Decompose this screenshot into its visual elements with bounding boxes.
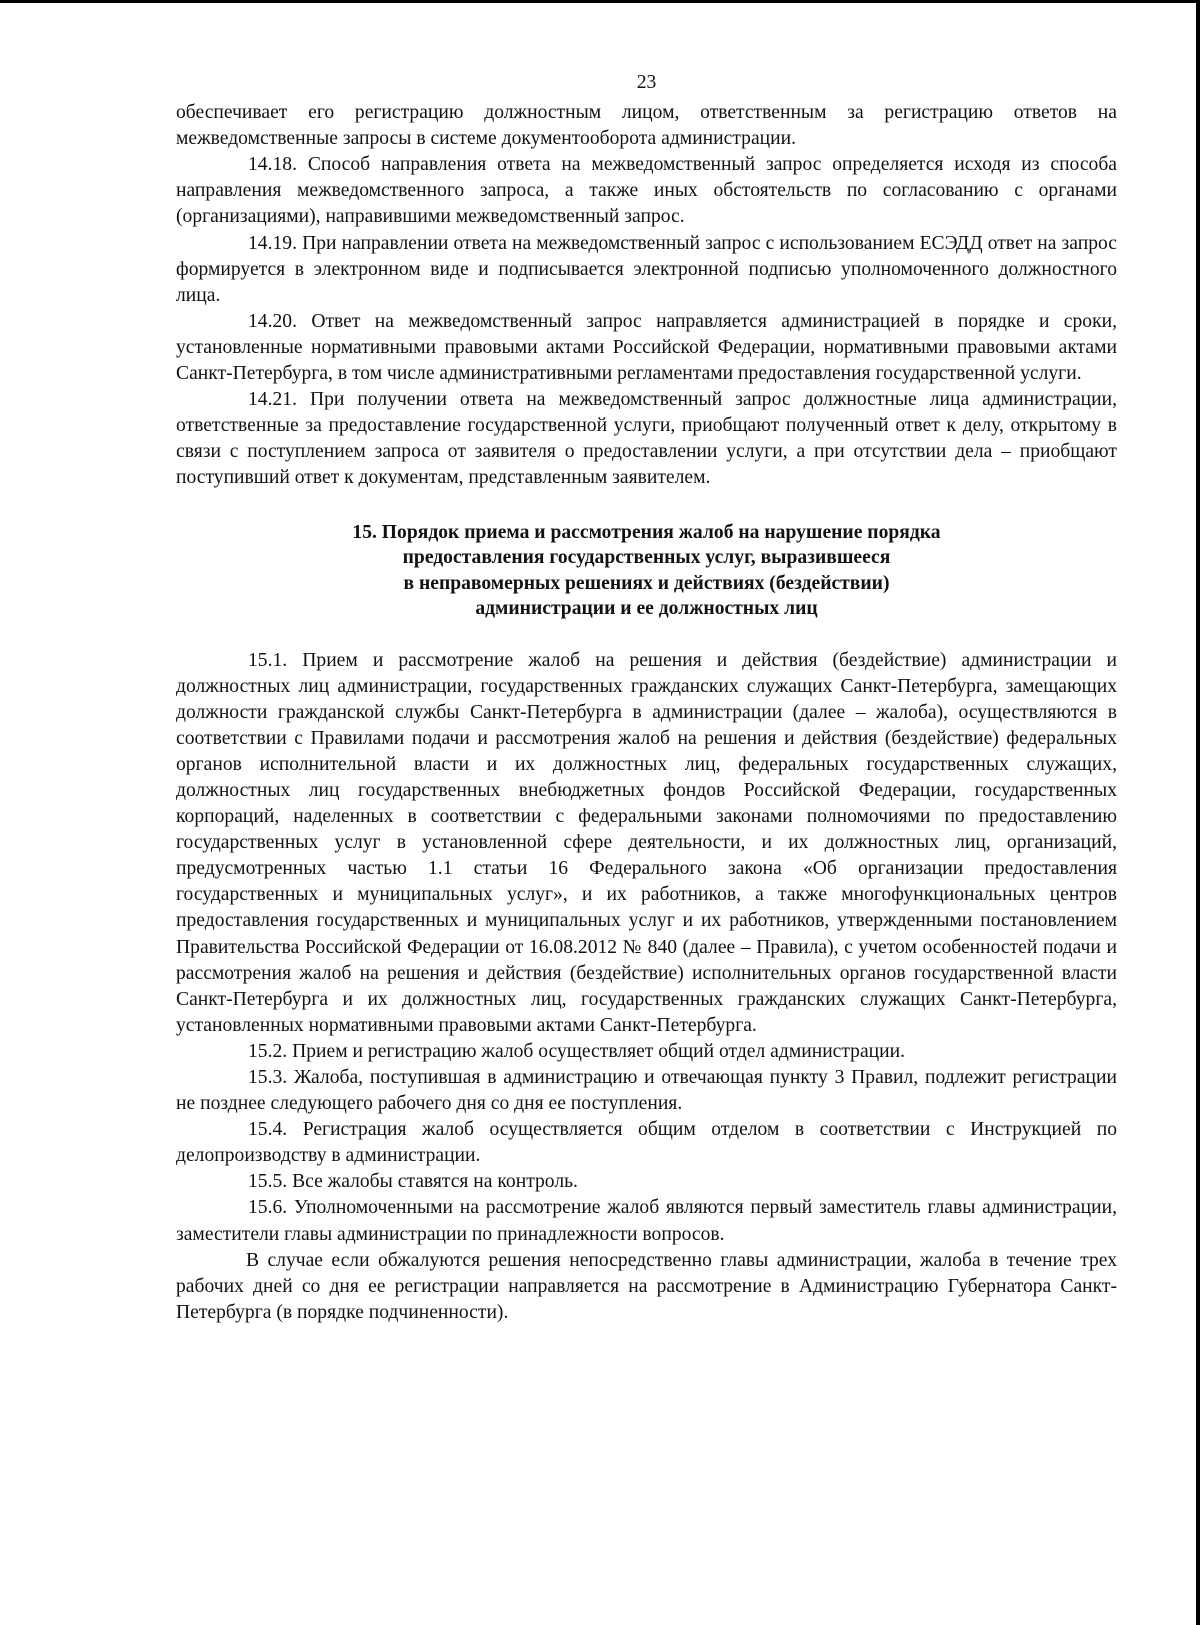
paragraph-15-4: 15.4. Регистрация жалоб осуществляется общим отделом в соответствии с Инструкцией по делопроизводству в администрации. <box>176 1119 1117 1167</box>
paragraph-15-5: 15.5. Все жалобы ставятся на контроль. <box>248 1171 578 1193</box>
section-heading-line: администрации и ее должностных лиц <box>475 598 818 619</box>
section-heading-15 <box>176 520 1117 622</box>
paragraph-15-1: 15.1. Прием и рассмотрение жалоб на решения и действия (бездействие) администрации и должностных лиц администрации, государственных гражданских служащих Санкт-Петербурга, замещающих должности гражданской службы Санкт-Петербурга в администрации (далее – жалоба), осуществляются в соответствии с Правилами подачи и рассмотрения жалоб на решения и действия (бездействие) федеральных органов исполнительной власти и их должностных лиц, федеральных государственных служащих, должностных лиц государственных внебюджетных фондов Российской Федерации, государственных корпораций, наделенных в соответствии с федеральными законами полномочиями по предоставлению государственных услуг в установленной сфере деятельности, и их должностных лиц, организаций, предусмотренных частью 1.1 статьи 16 Федерального закона «Об организации предоставления государственных и муниципальных услуг», и их работников, а также многофункциональных центров предоставления государственных и муниципальных услуг и их работников, утвержденными постановлением Правительства Российской Федерации от 16.08.2012 № 840 (далее – Правила), с учетом особенностей подачи и рассмотрения жалоб на решения и действия (бездействие) исполнительных органов государственной власти Санкт-Петербурга и их должностных лиц, государственных гражданских служащих Санкт-Петербурга, установленных нормативными правовыми актами Санкт-Петербурга. <box>176 649 1117 1036</box>
section-heading-line: предоставления государственных услуг, выразившееся <box>402 547 891 568</box>
scan-border-right <box>1196 0 1200 1625</box>
scan-border-top <box>0 0 1200 3</box>
paragraph-14-19: 14.19. При направлении ответа на межведомственный запрос с использованием ЕСЭДД ответ на запрос формируется в электронном виде и подписывается электронной подписью уполномоченного должностного лица. <box>176 232 1117 306</box>
section-heading-line: в неправомерных решениях и действиях (бездействии) <box>403 572 890 594</box>
page-number: 23 <box>636 72 657 93</box>
paragraph-15-6: 15.6. Уполномоченными на рассмотрение жалоб являются первый заместитель главы администрации, заместители главы администрации по принадлежности вопросов. <box>176 1197 1117 1245</box>
paragraph-15-6-addendum: В случае если обжалуются решения непосредственно главы администрации, жалоба в течение трех рабочих дней со дня ее регистрации направляется на рассмотрение в Администрацию Губернатора Санкт-Петербурга (в порядке подчиненности). <box>176 1249 1117 1323</box>
paragraph-continuation: обеспечивает его регистрацию должностным лицом, ответственным за регистрацию ответов на межведомственные запросы в системе документооборота администрации. <box>176 102 1117 150</box>
paragraph-14-20: 14.20. Ответ на межведомственный запрос направляется администрацией в порядке и сроки, установленные нормативными правовыми актами Российской Федерации, нормативными правовыми актами Санкт-Петербурга, в том числе административными регламентами предоставления государственной услуги. <box>176 310 1117 385</box>
section-heading-line: 15. Порядок приема и рассмотрения жалоб на нарушение порядка <box>352 521 941 543</box>
document-page <box>176 70 1117 1326</box>
paragraph-14-18: 14.18. Способ направления ответа на межведомственный запрос определяется исходя из способа направления межведомственного запроса, а также иных обстоятельств по согласованию с органами (организациями), направившими межведомственный запрос. <box>176 154 1117 228</box>
paragraph-15-2: 15.2. Прием и регистрацию жалоб осуществляет общий отдел администрации. <box>248 1040 906 1062</box>
paragraph-15-3: 15.3. Жалоба, поступившая в администрацию и отвечающая пункту 3 Правил, подлежит регистрации не позднее следующего рабочего дня со дня ее поступления. <box>176 1067 1117 1115</box>
paragraph-14-21: 14.21. При получении ответа на межведомственный запрос должностные лица администрации, ответственные за предоставление государственной услуги, приобщают полученный ответ к делу, открытому в связи с поступлением запроса от заявителя о предоставлении услуги, а при отсутствии дела – приобщают поступивший ответ к документам, представленным заявителем. <box>176 389 1117 489</box>
